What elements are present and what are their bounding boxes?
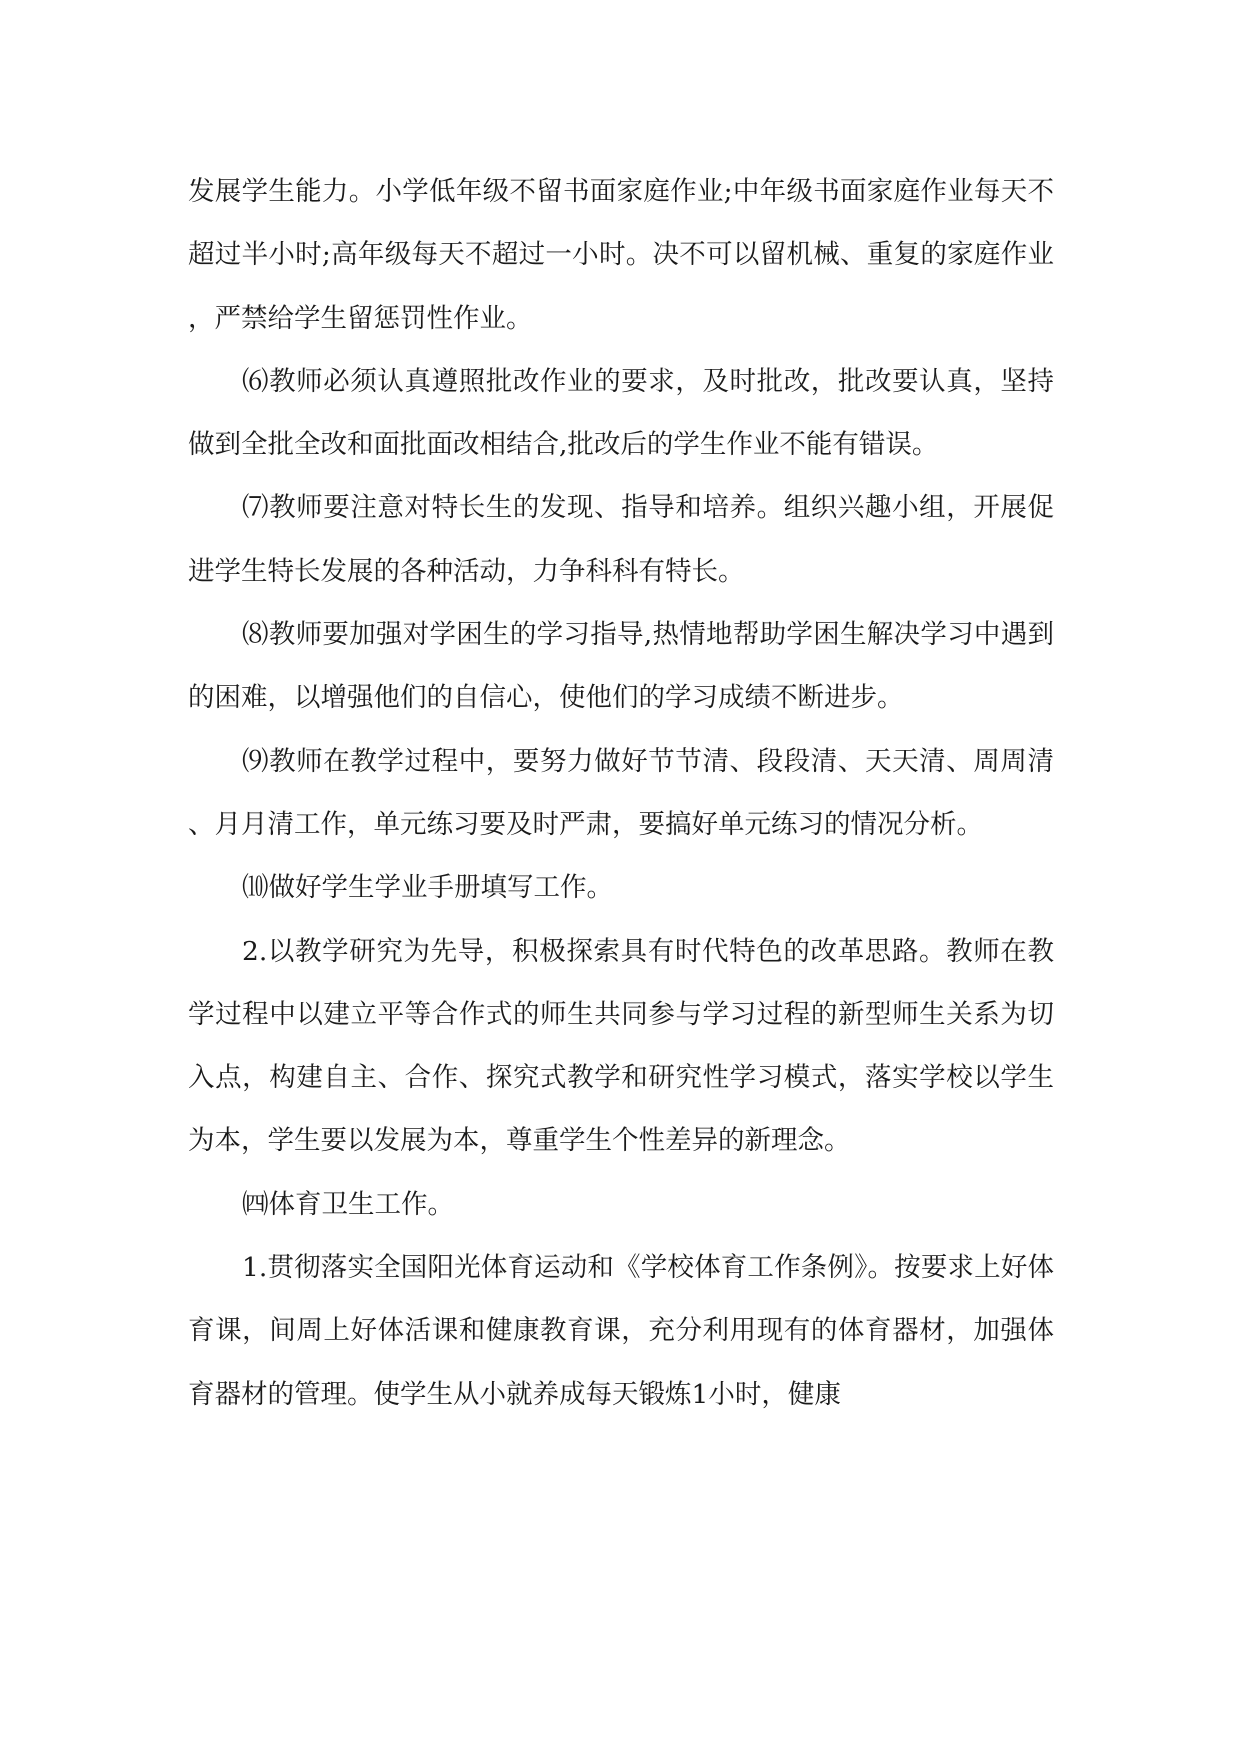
paragraph-item-6: ⑹教师必须认真遵照批改作业的要求，及时批改，批改要认真，坚持做到全批全改和面批面改相结合,批改后的学生作业不能有错误。 [188,365,1054,461]
paragraph-teaching-research: 2.以教学研究为先导，积极探索具有时代特色的改革思路。教师在教学过程中以建立平等合作式的师生共同参与学习过程的新型师生关系为切入点，构建自主、合作、探究式教学和研究性学习模式，落实学校以学生为本，学生要以发展为本，尊重学生个性差异的新理念。 [188,935,1054,1157]
paragraph-item-9: ⑼教师在教学过程中，要努力做好节节清、段段清、天天清、周周清、月月清工作，单元练习要及时严肃，要搞好单元练习的情况分析。 [188,745,1054,840]
document-body [188,160,1054,1426]
section-heading-sports-health: ㈣体育卫生工作。 [242,1188,454,1220]
paragraph-item-8: ⑻教师要加强对学困生的学习指导,热情地帮助学困生解决学习中遇到的困难，以增强他们的自信心，使他们的学习成绩不断进步。 [188,619,1054,714]
paragraph-item-7: ⑺教师要注意对特长生的发现、指导和培养。组织兴趣小组，开展促进学生特长发展的各种活动，力争科科有特长。 [188,492,1054,587]
paragraph-item-10: ⑽做好学生学业手册填写工作。 [242,872,613,904]
paragraph-homework-limits: 发展学生能力。小学低年级不留书面家庭作业;中年级书面家庭作业每天不超过半小时;高年级每天不超过一小时。决不可以留机械、重复的家庭作业，严禁给学生留惩罚性作业。 [188,176,1054,334]
paragraph-sports-regulations: 1.贯彻落实全国阳光体育运动和《学校体育工作条例》。按要求上好体育课，间周上好体活课和健康教育课，充分利用现有的体育器材，加强体育器材的管理。使学生从小就养成每天锻炼1小时，健康 [188,1252,1054,1410]
